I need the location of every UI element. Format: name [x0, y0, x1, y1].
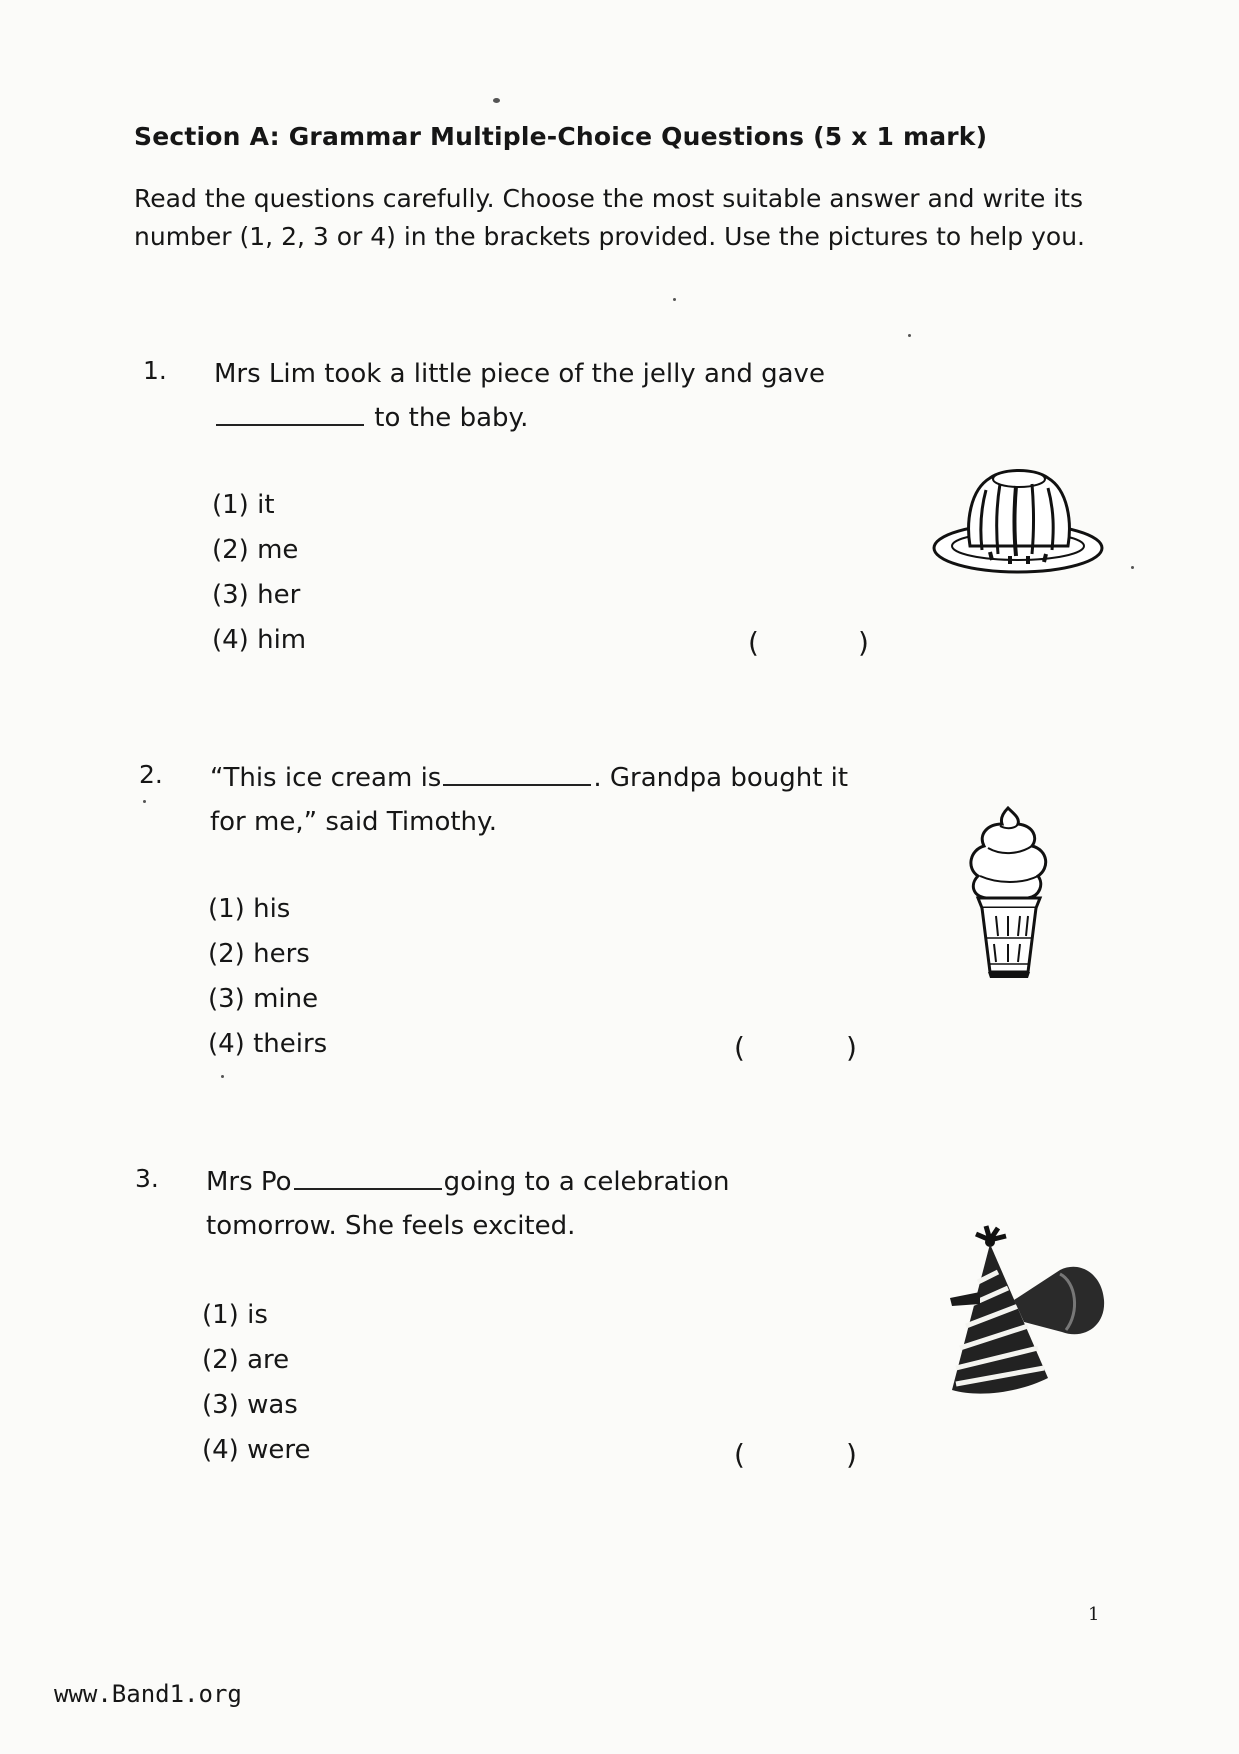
question-text: tomorrow. She feels excited. [206, 1211, 576, 1241]
question-text: for me,” said Timothy. [210, 807, 497, 837]
question-text: going to a celebration [443, 1167, 730, 1197]
answer-blank [443, 762, 591, 786]
question-number: 1. [143, 356, 167, 385]
question-2-line-1 [210, 756, 848, 800]
section-instructions: Read the questions carefully. Choose the most suitable answer and write its number (1, 2, 3 or 4) in the brackets provided. Use the pictures to help you. [134, 184, 1085, 251]
question-number: 2. [139, 760, 163, 789]
question-number: 3. [135, 1164, 159, 1193]
answer-bracket-open: ( [748, 626, 759, 659]
answer-bracket-close: ) [846, 1031, 857, 1064]
ice-cream-icon [962, 804, 1056, 980]
scan-speck [1131, 566, 1134, 569]
option: (2) are [202, 1345, 290, 1375]
section-title: Section A: Grammar Multiple-Choice Questions (5 x 1 mark) [134, 122, 988, 151]
option: (3) her [212, 580, 301, 610]
option: (4) were [202, 1435, 311, 1465]
option: (2) me [212, 535, 299, 565]
answer-bracket-close: ) [846, 1438, 857, 1471]
option: (1) his [208, 894, 291, 924]
question-text: Mrs Po [206, 1167, 292, 1197]
option: (4) theirs [208, 1029, 328, 1059]
option: (3) mine [208, 984, 319, 1014]
option: (1) it [212, 490, 275, 520]
scan-speck [908, 334, 911, 337]
option: (2) hers [208, 939, 310, 969]
option: (4) him [212, 625, 307, 655]
answer-blank [294, 1166, 442, 1190]
scan-speck [673, 298, 676, 301]
question-text: . Grandpa bought it [593, 763, 849, 793]
scan-speck [143, 800, 146, 803]
question-text: “This ice cream is [210, 763, 442, 793]
question-3-line-1 [206, 1160, 729, 1204]
party-hat-icon [950, 1222, 1110, 1398]
question-1-line-1 [214, 352, 825, 396]
answer-bracket-close: ) [858, 626, 869, 659]
question-text: Mrs Lim took a little piece of the jelly and gave [214, 359, 825, 389]
page-number: 1 [1088, 1604, 1100, 1625]
scan-speck [493, 98, 500, 103]
question-1-line-2 [214, 396, 528, 440]
answer-bracket-open: ( [734, 1031, 745, 1064]
answer-box[interactable] [752, 1440, 840, 1474]
option: (3) was [202, 1390, 298, 1420]
answer-bracket-open: ( [734, 1438, 745, 1471]
option: (1) is [202, 1300, 268, 1330]
answer-box[interactable] [752, 1033, 840, 1067]
answer-blank [216, 402, 364, 426]
jelly-icon [930, 462, 1108, 590]
answer-box[interactable] [766, 628, 852, 662]
question-text: to the baby. [374, 403, 529, 433]
footer-website[interactable]: www.Band1.org [54, 1680, 242, 1708]
scan-speck [221, 1075, 224, 1078]
